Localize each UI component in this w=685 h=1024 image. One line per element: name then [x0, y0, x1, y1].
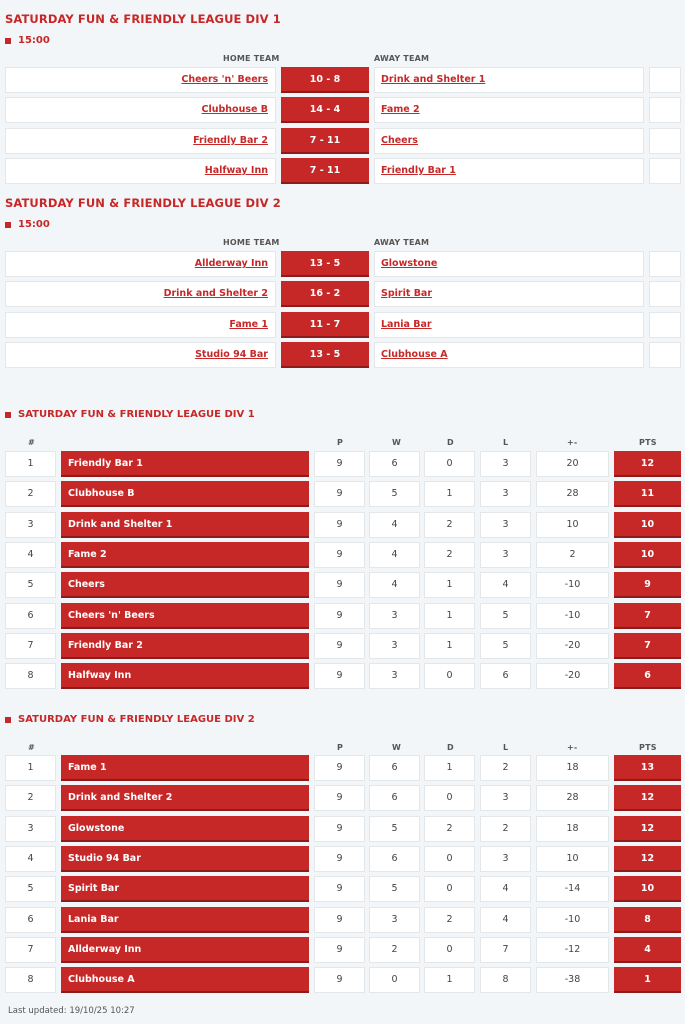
position-cell: 2: [5, 785, 56, 811]
played-cell: 9: [314, 481, 365, 507]
position-cell: 1: [5, 451, 56, 477]
col-points-header: PTS: [639, 438, 657, 447]
col-drawn-header: D: [447, 743, 454, 752]
position-cell: 7: [5, 937, 56, 963]
position-cell: 6: [5, 907, 56, 933]
fixture-extra-cell: [649, 312, 681, 338]
team-name-link[interactable]: Lania Bar: [61, 907, 309, 933]
match-score[interactable]: 7 - 11: [281, 128, 369, 154]
col-pos-header: #: [28, 438, 35, 447]
home-team-link[interactable]: Drink and Shelter 2: [163, 288, 268, 299]
position-cell: 4: [5, 542, 56, 568]
points-cell: 12: [614, 785, 681, 811]
played-cell: 9: [314, 512, 365, 538]
team-name-link[interactable]: Cheers 'n' Beers: [61, 603, 309, 629]
fixtures-div2-title: SATURDAY FUN & FRIENDLY LEAGUE DIV 2: [5, 196, 281, 210]
away-team-link[interactable]: Friendly Bar 1: [381, 165, 456, 176]
goal-diff-cell: 18: [536, 816, 609, 842]
goal-diff-cell: 20: [536, 451, 609, 477]
goal-diff-cell: 18: [536, 755, 609, 781]
table-div1-title: SATURDAY FUN & FRIENDLY LEAGUE DIV 1: [5, 409, 255, 420]
position-cell: 3: [5, 512, 56, 538]
col-goal-diff-header: +-: [567, 438, 578, 447]
played-cell: 9: [314, 967, 365, 993]
won-cell: 6: [369, 451, 420, 477]
away-team-link[interactable]: Fame 2: [381, 104, 420, 115]
fixtures-div1-time: [5, 35, 50, 46]
home-team-link[interactable]: Fame 1: [229, 319, 268, 330]
won-cell: 5: [369, 816, 420, 842]
drawn-cell: 1: [424, 633, 475, 659]
won-cell: 5: [369, 876, 420, 902]
played-cell: 9: [314, 937, 365, 963]
points-cell: 12: [614, 846, 681, 872]
lost-cell: 7: [480, 937, 531, 963]
match-score[interactable]: 14 - 4: [281, 97, 369, 123]
won-cell: 3: [369, 663, 420, 689]
team-name-link[interactable]: Fame 1: [61, 755, 309, 781]
lost-cell: 5: [480, 633, 531, 659]
team-name-link[interactable]: Spirit Bar: [61, 876, 309, 902]
lost-cell: 3: [480, 512, 531, 538]
home-team-link[interactable]: Clubhouse B: [201, 104, 268, 115]
won-cell: 3: [369, 633, 420, 659]
kickoff-time: 15:00: [18, 35, 50, 46]
col-drawn-header: D: [447, 438, 454, 447]
col-won-header: W: [392, 743, 402, 752]
goal-diff-cell: -10: [536, 907, 609, 933]
points-cell: 6: [614, 663, 681, 689]
lost-cell: 6: [480, 663, 531, 689]
position-cell: 5: [5, 876, 56, 902]
won-cell: 2: [369, 937, 420, 963]
fixture-extra-cell: [649, 342, 681, 368]
drawn-cell: 2: [424, 816, 475, 842]
home-team-link[interactable]: Allderway Inn: [194, 258, 268, 269]
lost-cell: 8: [480, 967, 531, 993]
played-cell: 9: [314, 785, 365, 811]
drawn-cell: 1: [424, 481, 475, 507]
fixture-extra-cell: [649, 97, 681, 123]
played-cell: 9: [314, 846, 365, 872]
home-team-link[interactable]: Friendly Bar 2: [193, 135, 268, 146]
col-played-header: P: [337, 743, 344, 752]
home-team-link[interactable]: Cheers 'n' Beers: [181, 74, 268, 85]
square-bullet-icon: [5, 717, 11, 723]
goal-diff-cell: -12: [536, 937, 609, 963]
col-pos-header: #: [28, 743, 35, 752]
match-score[interactable]: 7 - 11: [281, 158, 369, 184]
fixture-extra-cell: [649, 251, 681, 277]
away-team-link[interactable]: Cheers: [381, 135, 418, 146]
drawn-cell: 0: [424, 937, 475, 963]
col-lost-header: L: [503, 438, 509, 447]
won-cell: 4: [369, 572, 420, 598]
lost-cell: 3: [480, 451, 531, 477]
goal-diff-cell: -38: [536, 967, 609, 993]
position-cell: 3: [5, 816, 56, 842]
goal-diff-cell: 10: [536, 512, 609, 538]
fixture-extra-cell: [649, 281, 681, 307]
won-cell: 6: [369, 846, 420, 872]
home-team-link[interactable]: Halfway Inn: [204, 165, 268, 176]
points-cell: 1: [614, 967, 681, 993]
drawn-cell: 1: [424, 603, 475, 629]
drawn-cell: 2: [424, 907, 475, 933]
position-cell: 1: [5, 755, 56, 781]
home-team-header: HOME TEAM: [223, 238, 280, 247]
away-team-link[interactable]: Spirit Bar: [381, 288, 433, 299]
lost-cell: 2: [480, 755, 531, 781]
team-name-link[interactable]: Friendly Bar 2: [61, 633, 309, 659]
won-cell: 0: [369, 967, 420, 993]
team-name-link[interactable]: Clubhouse B: [61, 481, 309, 507]
played-cell: 9: [314, 755, 365, 781]
col-lost-header: L: [503, 743, 509, 752]
drawn-cell: 0: [424, 876, 475, 902]
drawn-cell: 0: [424, 785, 475, 811]
team-name-link[interactable]: Drink and Shelter 1: [61, 512, 309, 538]
team-name-link[interactable]: Clubhouse A: [61, 967, 309, 993]
team-name-link[interactable]: Halfway Inn: [61, 663, 309, 689]
played-cell: 9: [314, 603, 365, 629]
played-cell: 9: [314, 542, 365, 568]
played-cell: 9: [314, 633, 365, 659]
drawn-cell: 2: [424, 512, 475, 538]
team-name-link[interactable]: Studio 94 Bar: [61, 846, 309, 872]
square-bullet-icon: [5, 222, 11, 228]
goal-diff-cell: -10: [536, 572, 609, 598]
position-cell: 8: [5, 663, 56, 689]
position-cell: 4: [5, 846, 56, 872]
match-score[interactable]: 13 - 5: [281, 342, 369, 368]
played-cell: 9: [314, 572, 365, 598]
square-bullet-icon: [5, 38, 11, 44]
away-team-link[interactable]: Lania Bar: [381, 319, 432, 330]
points-cell: 11: [614, 481, 681, 507]
drawn-cell: 1: [424, 572, 475, 598]
points-cell: 4: [614, 937, 681, 963]
played-cell: 9: [314, 451, 365, 477]
last-updated-text: Last updated: 19/10/25 10:27: [8, 1006, 135, 1016]
points-cell: 12: [614, 451, 681, 477]
lost-cell: 4: [480, 907, 531, 933]
lost-cell: 3: [480, 481, 531, 507]
lost-cell: 3: [480, 785, 531, 811]
position-cell: 2: [5, 481, 56, 507]
match-score[interactable]: 10 - 8: [281, 67, 369, 93]
won-cell: 4: [369, 542, 420, 568]
drawn-cell: 0: [424, 663, 475, 689]
home-team-header: HOME TEAM: [223, 54, 280, 63]
col-points-header: PTS: [639, 743, 657, 752]
fixture-extra-cell: [649, 128, 681, 154]
kickoff-time: 15:00: [18, 219, 50, 230]
goal-diff-cell: 28: [536, 481, 609, 507]
match-score[interactable]: 16 - 2: [281, 281, 369, 307]
away-team-link[interactable]: Clubhouse A: [381, 349, 448, 360]
won-cell: 3: [369, 907, 420, 933]
away-team-link[interactable]: Glowstone: [381, 258, 438, 269]
played-cell: 9: [314, 876, 365, 902]
fixture-extra-cell: [649, 67, 681, 93]
points-cell: 10: [614, 512, 681, 538]
points-cell: 10: [614, 876, 681, 902]
table-div2-title: SATURDAY FUN & FRIENDLY LEAGUE DIV 2: [5, 714, 255, 725]
goal-diff-cell: 28: [536, 785, 609, 811]
played-cell: 9: [314, 907, 365, 933]
team-name-link[interactable]: Drink and Shelter 2: [61, 785, 309, 811]
won-cell: 6: [369, 785, 420, 811]
drawn-cell: 0: [424, 846, 475, 872]
won-cell: 5: [369, 481, 420, 507]
drawn-cell: 1: [424, 755, 475, 781]
lost-cell: 2: [480, 816, 531, 842]
away-team-link[interactable]: Drink and Shelter 1: [381, 74, 486, 85]
played-cell: 9: [314, 663, 365, 689]
position-cell: 7: [5, 633, 56, 659]
match-score[interactable]: 13 - 5: [281, 251, 369, 277]
won-cell: 4: [369, 512, 420, 538]
away-team-header: AWAY TEAM: [374, 54, 430, 63]
points-cell: 7: [614, 603, 681, 629]
won-cell: 3: [369, 603, 420, 629]
goal-diff-cell: -10: [536, 603, 609, 629]
home-team-link[interactable]: Studio 94 Bar: [195, 349, 268, 360]
col-won-header: W: [392, 438, 402, 447]
fixtures-div2-time: [5, 219, 50, 230]
lost-cell: 3: [480, 846, 531, 872]
team-name-link[interactable]: Glowstone: [61, 816, 309, 842]
square-bullet-icon: [5, 412, 11, 418]
goal-diff-cell: 10: [536, 846, 609, 872]
position-cell: 6: [5, 603, 56, 629]
match-score[interactable]: 11 - 7: [281, 312, 369, 338]
drawn-cell: 2: [424, 542, 475, 568]
lost-cell: 3: [480, 542, 531, 568]
col-goal-diff-header: +-: [567, 743, 578, 752]
points-cell: 9: [614, 572, 681, 598]
goal-diff-cell: -14: [536, 876, 609, 902]
team-name-link[interactable]: Cheers: [61, 572, 309, 598]
points-cell: 13: [614, 755, 681, 781]
team-name-link[interactable]: Fame 2: [61, 542, 309, 568]
team-name-link[interactable]: Friendly Bar 1: [61, 451, 309, 477]
goal-diff-cell: 2: [536, 542, 609, 568]
drawn-cell: 0: [424, 451, 475, 477]
col-played-header: P: [337, 438, 344, 447]
fixture-extra-cell: [649, 158, 681, 184]
played-cell: 9: [314, 816, 365, 842]
away-team-header: AWAY TEAM: [374, 238, 430, 247]
fixtures-div1-title: SATURDAY FUN & FRIENDLY LEAGUE DIV 1: [5, 12, 281, 26]
position-cell: 5: [5, 572, 56, 598]
lost-cell: 4: [480, 572, 531, 598]
goal-diff-cell: -20: [536, 663, 609, 689]
points-cell: 10: [614, 542, 681, 568]
position-cell: 8: [5, 967, 56, 993]
points-cell: 8: [614, 907, 681, 933]
lost-cell: 5: [480, 603, 531, 629]
points-cell: 12: [614, 816, 681, 842]
won-cell: 6: [369, 755, 420, 781]
lost-cell: 4: [480, 876, 531, 902]
goal-diff-cell: -20: [536, 633, 609, 659]
points-cell: 7: [614, 633, 681, 659]
team-name-link[interactable]: Allderway Inn: [61, 937, 309, 963]
drawn-cell: 1: [424, 967, 475, 993]
